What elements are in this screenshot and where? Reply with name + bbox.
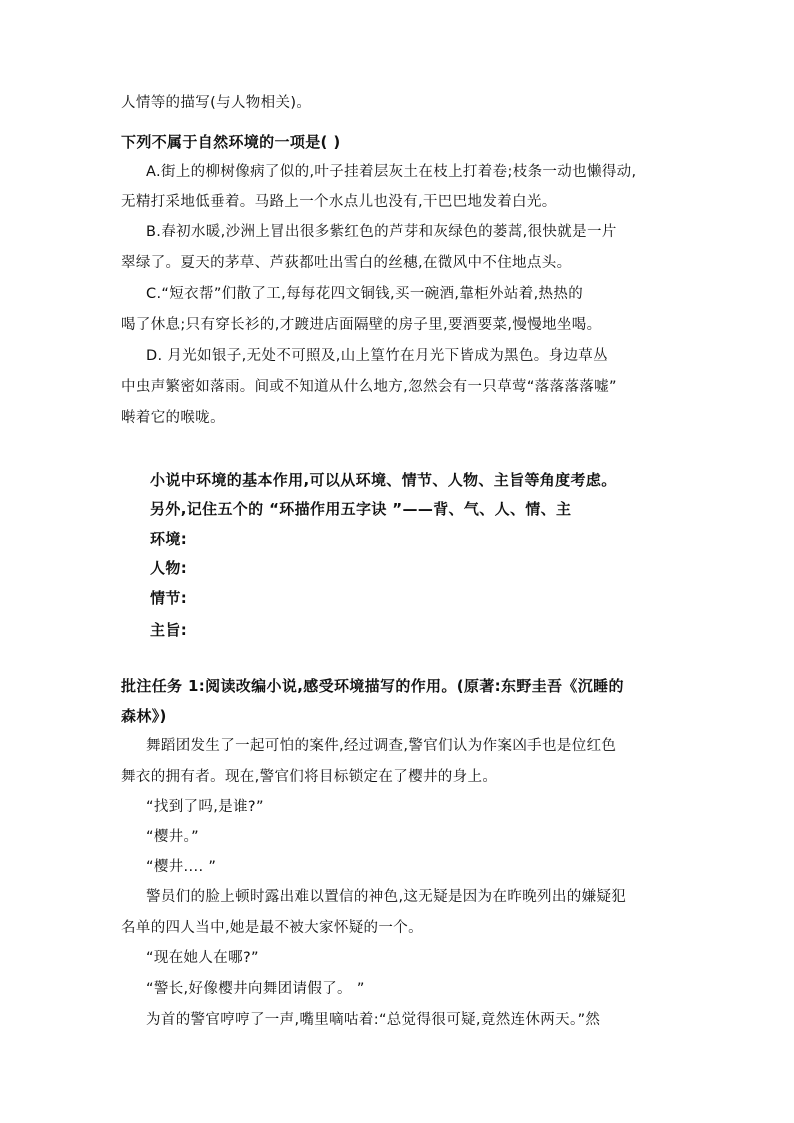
notes-environment: 环境: <box>150 530 188 548</box>
option-c-line-2: 喝了休息;只有穿长衫的,才踱进店面隔壁的房子里,要酒要菜,慢慢地坐喝。 <box>121 317 602 333</box>
notes-line-2: 另外,记住五个的 “环描作用五字诀 ”——背、气、人、情、主 <box>150 500 572 518</box>
dialogue-line-3: “樱井.... ” <box>146 859 217 875</box>
question-stem: 下列不属于自然环境的一项是( ) <box>121 133 341 151</box>
option-a-line-2: 无精打采地低垂着。马路上一个水点儿也没有,干巴巴地发着白光。 <box>121 194 557 210</box>
intro-text: 人情等的描写(与人物相关)。 <box>121 95 312 111</box>
dialogue-line-5: “警长,好像樱井向舞团请假了。 ” <box>146 981 365 997</box>
notes-theme: 主旨: <box>150 621 188 639</box>
option-d-line-1: D. 月光如银子,无处不可照及,山上篁竹在月光下皆成为黑色。身边草丛 <box>146 348 608 364</box>
option-b-line-2: 翠绿了。夏天的茅草、芦荻都吐出雪白的丝穗,在微风中不住地点头。 <box>121 255 572 271</box>
option-a-line-1: A.街上的柳树像病了似的,叶子挂着层灰土在枝上打着卷;枝条一动也懒得动, <box>146 164 637 180</box>
story-paragraph-3-line-1: 为首的警官哼哼了一声,嘴里嘀咕着:“总觉得很可疑,竟然连休两天。”然 <box>146 1012 601 1028</box>
option-b-line-1: B.春初水暖,沙洲上冒出很多紫红色的芦芽和灰绿色的蒌蒿,很快就是一片 <box>146 224 617 240</box>
option-d-line-3: 啭着它的喉咙。 <box>121 410 225 426</box>
story-paragraph-1-line-2: 舞衣的拥有者。现在,警官们将目标锁定在了樱井的身上。 <box>121 769 498 785</box>
story-paragraph-2-line-2: 名单的四人当中,她是最不被大家怀疑的一个。 <box>121 920 423 936</box>
task-heading-line-2: 森林》) <box>121 707 167 725</box>
story-paragraph-2-line-1: 警员们的脸上顿时露出难以置信的神色,这无疑是因为在昨晚列出的嫌疑犯 <box>146 889 627 905</box>
notes-line-1: 小说中环境的基本作用,可以从环境、情节、人物、主旨等角度考虑。 <box>150 471 617 489</box>
option-d-line-2: 中虫声繁密如落雨。间或不知道从什么地方,忽然会有一只草莺“落落落落嘘” <box>121 379 617 395</box>
notes-character: 人物: <box>150 559 188 577</box>
notes-plot: 情节: <box>150 589 188 607</box>
dialogue-line-4: “现在她人在哪?” <box>146 950 259 966</box>
dialogue-line-2: “樱井。” <box>146 829 200 845</box>
task-heading-line-1: 批注任务 1:阅读改编小说,感受环境描写的作用。(原著:东野圭吾《沉睡的 <box>121 677 624 695</box>
story-paragraph-1-line-1: 舞蹈团发生了一起可怕的案件,经过调查,警官们认为作案凶手也是位红色 <box>146 738 617 754</box>
dialogue-line-1: “找到了吗,是谁?” <box>146 799 264 815</box>
option-c-line-1: C.“短衣帮”们散了工,每每花四文铜钱,买一碗酒,靠柜外站着,热热的 <box>146 286 584 302</box>
